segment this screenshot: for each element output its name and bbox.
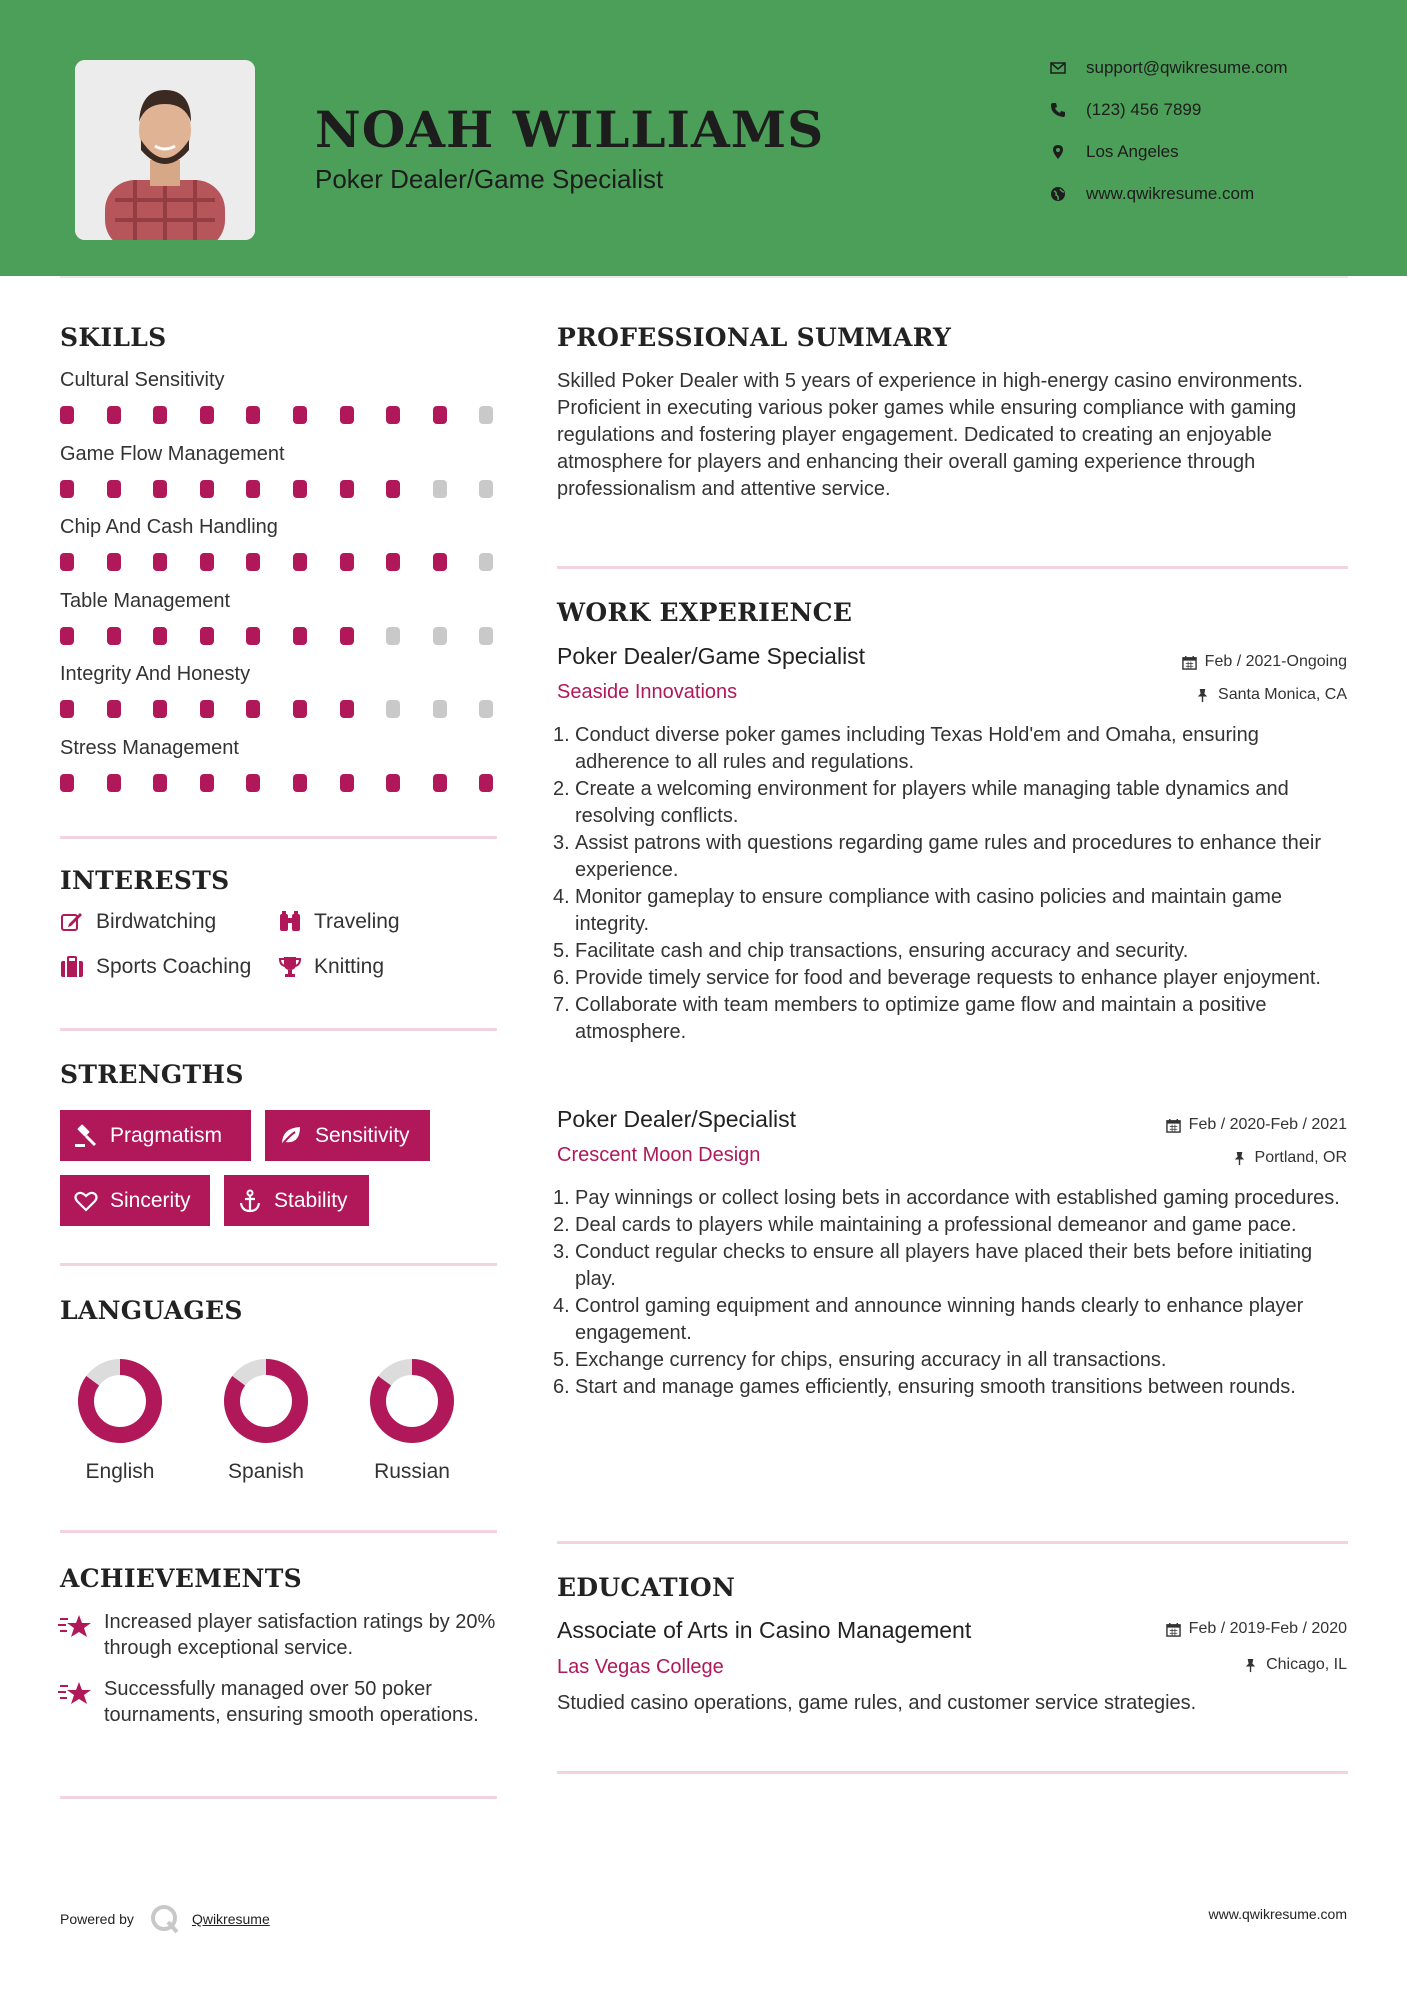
trophy-icon (278, 955, 302, 979)
skill-rating (60, 627, 500, 647)
qwikresume-logo-icon (148, 1902, 182, 1936)
rating-dot-filled (340, 406, 354, 424)
interest-birdwatching (60, 910, 216, 934)
rating-dot-filled (293, 480, 307, 498)
skill-rating (60, 406, 500, 426)
summary-title: PROFESSIONAL SUMMARY (557, 323, 952, 352)
languages-divider (60, 1530, 497, 1533)
calendar-icon (1166, 1118, 1181, 1133)
job-dates (1166, 1116, 1347, 1134)
rating-dot-filled (60, 627, 74, 645)
rating-dot-empty (433, 480, 447, 498)
heart-icon (74, 1189, 98, 1213)
education-title: EDUCATION (557, 1573, 736, 1602)
rating-dot-filled (200, 406, 214, 424)
interest-sports-coaching (60, 955, 251, 979)
rating-dot-filled (433, 406, 447, 424)
binoculars-icon (278, 910, 302, 934)
skill-name: Chip And Cash Handling (60, 516, 278, 539)
profile-photo (75, 60, 255, 240)
rating-dot-filled (60, 774, 74, 792)
pushpin-icon (1232, 1151, 1247, 1166)
language-gauge (75, 1356, 165, 1446)
job-title: Poker Dealer/Specialist (557, 1106, 797, 1132)
job-bullet: 5. Exchange currency for chips, ensuring accuracy in all transactions. (553, 1349, 1167, 1371)
skill-name: Cultural Sensitivity (60, 369, 225, 391)
skills-divider (60, 836, 497, 839)
rating-dot-filled (200, 627, 214, 645)
candidate-title: Poker Dealer/Game Specialist (315, 164, 664, 194)
contact-website-text: www.qwikresume.com (1086, 184, 1255, 203)
education-degree: Associate of Arts in Casino Management (557, 1617, 972, 1643)
summary-divider (557, 566, 1348, 569)
rating-dot-filled (340, 700, 354, 718)
rating-dot-filled (60, 406, 74, 424)
rating-dot-filled (293, 406, 307, 424)
rating-dot-filled (386, 774, 400, 792)
job-dates (1182, 653, 1347, 671)
rating-dot-filled (60, 700, 74, 718)
education-school: Las Vegas College (557, 1656, 724, 1678)
rating-dot-filled (153, 406, 167, 424)
rating-dot-empty (386, 700, 400, 718)
job-bullet: 6. Start and manage games efficiently, ensuring smooth transitions between rounds. (553, 1376, 1296, 1398)
powered-by-label: Powered by (60, 1911, 134, 1927)
skill-name: Game Flow Management (60, 442, 285, 465)
job-company: Seaside Innovations (557, 681, 738, 703)
brand-link[interactable]: Qwikresume (191, 1911, 270, 1927)
job-dates-text: Feb / 2020-Feb / 2021 (1188, 1116, 1347, 1133)
rating-dot-empty (386, 627, 400, 645)
strength-badge-sensitivity (265, 1110, 430, 1161)
rating-dot-filled (293, 700, 307, 718)
rating-dot-empty (479, 627, 493, 645)
contact-email-text: support@qwikresume.com (1086, 58, 1288, 77)
interest-label: Traveling (314, 910, 400, 933)
skill-name: Integrity And Honesty (60, 663, 251, 686)
rating-dot-filled (200, 480, 214, 498)
skill-name: Table Management (60, 589, 231, 612)
rating-dot-filled (200, 700, 214, 718)
rating-dot-filled (293, 774, 307, 792)
interest-label: Birdwatching (96, 910, 217, 933)
candidate-name: NOAH WILLIAMS (315, 100, 825, 159)
contact-phone (1050, 100, 1201, 120)
rating-dot-filled (433, 774, 447, 792)
strength-badge-pragmatism (60, 1110, 251, 1161)
skill-rating (60, 480, 500, 500)
gavel-icon (74, 1124, 98, 1148)
strengths-title: STRENGTHS (60, 1060, 244, 1089)
interest-label: Knitting (314, 955, 385, 978)
job-company: Crescent Moon Design (557, 1144, 761, 1166)
interest-label: Sports Coaching (96, 955, 252, 978)
rating-dot-filled (246, 553, 260, 571)
job-bullet: 5. Facilitate cash and chip transactions, ensuring accuracy and security. (553, 940, 1189, 962)
contact-phone-text: (123) 456 7899 (1086, 100, 1202, 119)
header-banner (0, 0, 1407, 276)
rating-dot-filled (107, 553, 121, 571)
rating-dot-filled (246, 627, 260, 645)
pushpin-icon (1195, 688, 1210, 703)
job-bullet: 4. Monitor gameplay to ensure compliance with casino policies and maintain game integrity. (553, 886, 1283, 935)
education-description: Studied casino operations, game rules, and customer service strategies. (557, 1692, 1197, 1714)
job-title: Poker Dealer/Game Specialist (557, 643, 866, 669)
rating-dot-filled (246, 406, 260, 424)
calendar-icon (1182, 655, 1197, 670)
edit-icon (60, 910, 84, 934)
contact-location-text: Los Angeles (1086, 142, 1179, 161)
rating-dot-filled (107, 774, 121, 792)
rating-dot-empty (433, 627, 447, 645)
rating-dot-filled (153, 774, 167, 792)
skills-title: SKILLS (60, 323, 167, 352)
language-gauge (221, 1356, 311, 1446)
strength-label: Sincerity (110, 1188, 191, 1212)
rating-dot-empty (479, 406, 493, 424)
globe-icon (1050, 186, 1066, 202)
rating-dot-filled (293, 627, 307, 645)
contact-email[interactable] (1050, 58, 1288, 78)
achievements-title: ACHIEVEMENTS (60, 1564, 302, 1593)
language-gauge (367, 1356, 457, 1446)
rating-dot-filled (340, 480, 354, 498)
rating-dot-filled (246, 480, 260, 498)
language-label: English (85, 1460, 155, 1483)
strength-label: Stability (274, 1188, 348, 1212)
job-bullet: 3. Assist patrons with questions regarding game rules and procedures to enhance their experience. (553, 832, 1321, 881)
experience-title: WORK EXPERIENCE (557, 598, 853, 627)
summary-text: Skilled Poker Dealer with 5 years of experience in high-energy casino environments. Proficient in executing various poker games while ensuring compliance with gaming regulations and fostering player engagement. Dedicated to creating an enjoyable atmosphere for players and enhancing their overall gaming experience through professionalism and attentive service. (557, 370, 1303, 500)
language-label: Spanish (228, 1460, 304, 1483)
job-location (1195, 686, 1347, 704)
rating-dot-filled (153, 700, 167, 718)
job-location-text: Portland, OR (1254, 1149, 1347, 1166)
strength-label: Pragmatism (110, 1123, 223, 1147)
skill-rating (60, 774, 500, 794)
strengths-divider (60, 1263, 497, 1266)
skill-rating (60, 700, 500, 720)
rating-dot-filled (200, 553, 214, 571)
interest-traveling (278, 910, 400, 934)
contact-location (1050, 142, 1179, 162)
rating-dot-filled (293, 553, 307, 571)
rating-dot-empty (479, 480, 493, 498)
rating-dot-empty (479, 700, 493, 718)
rating-dot-filled (153, 553, 167, 571)
achievement-item: Successfully managed over 50 poker tournaments, ensuring smooth operations. (104, 1678, 479, 1726)
job-bullet: 6. Provide timely service for food and beverage requests to enhance player enjoyment. (553, 967, 1321, 989)
job-bullet: 7. Collaborate with team members to optimize game flow and maintain a positive atmosphere. (553, 994, 1267, 1043)
rating-dot-filled (340, 774, 354, 792)
map-marker-icon (1050, 144, 1066, 160)
education-dates-text: Feb / 2019-Feb / 2020 (1188, 1620, 1347, 1637)
calendar-icon (1166, 1622, 1181, 1637)
education-location (1243, 1656, 1347, 1674)
strength-badge-stability (224, 1175, 369, 1226)
skill-name: Stress Management (60, 737, 239, 759)
rating-dot-filled (200, 774, 214, 792)
star-icon (58, 1680, 92, 1708)
rating-dot-filled (60, 553, 74, 571)
rating-dot-filled (60, 480, 74, 498)
rating-dot-filled (340, 553, 354, 571)
pushpin-icon (1243, 1658, 1258, 1673)
rating-dot-filled (107, 480, 121, 498)
interests-divider (60, 1028, 497, 1031)
skill-rating (60, 553, 500, 573)
interest-knitting (278, 955, 384, 979)
rating-dot-empty (433, 700, 447, 718)
achievements-divider (60, 1796, 497, 1799)
anchor-icon (238, 1189, 262, 1213)
rating-dot-filled (386, 406, 400, 424)
rating-dot-filled (153, 627, 167, 645)
job-dates-text: Feb / 2021-Ongoing (1204, 653, 1347, 670)
education-dates (1166, 1620, 1347, 1638)
rating-dot-filled (107, 700, 121, 718)
strength-label: Sensitivity (315, 1123, 410, 1147)
language-label: Russian (374, 1460, 450, 1483)
leaf-icon (279, 1124, 303, 1148)
job-bullet: 2. Deal cards to players while maintaining a professional demeanor and game pace. (553, 1214, 1297, 1236)
phone-icon (1050, 102, 1066, 118)
rating-dot-empty (479, 553, 493, 571)
rating-dot-filled (107, 627, 121, 645)
education-divider (557, 1771, 1348, 1774)
job-bullets (553, 1185, 1347, 1401)
job-bullet: 2. Create a welcoming environment for players while managing table dynamics and resolving conflicts. (553, 778, 1289, 827)
rating-dot-filled (246, 700, 260, 718)
header-divider (60, 276, 1348, 278)
job-bullet: 4. Control gaming equipment and announce winning hands clearly to enhance player engagement. (553, 1295, 1304, 1344)
job-location (1232, 1149, 1347, 1167)
achievement-item: Increased player satisfaction ratings by 20% through exceptional service. (104, 1611, 496, 1659)
star-icon (58, 1613, 92, 1641)
footer-website[interactable]: www.qwikresume.com (1208, 1906, 1347, 1922)
rating-dot-filled (386, 480, 400, 498)
strength-badge-sincerity (60, 1175, 210, 1226)
job-bullet: 3. Conduct regular checks to ensure all players have placed their bets before initiating play. (553, 1241, 1313, 1290)
rating-dot-filled (433, 553, 447, 571)
job-location-text: Santa Monica, CA (1218, 686, 1347, 703)
contact-website[interactable] (1050, 184, 1254, 204)
interests-title: INTERESTS (60, 866, 230, 895)
rating-dot-filled (107, 406, 121, 424)
experience-divider (557, 1541, 1348, 1544)
job-bullet: 1. Conduct diverse poker games including Texas Hold'em and Omaha, ensuring adherence to all rules and regulations. (553, 724, 1259, 773)
rating-dot-filled (153, 480, 167, 498)
footer-powered-by (60, 1902, 270, 1936)
rating-dot-filled (479, 774, 493, 792)
job-bullets (553, 722, 1347, 1046)
rating-dot-filled (340, 627, 354, 645)
envelope-icon (1050, 60, 1066, 76)
job-bullet: 1. Pay winnings or collect losing bets in accordance with established gaming procedures. (553, 1187, 1340, 1209)
languages-title: LANGUAGES (60, 1296, 243, 1325)
briefcase-icon (60, 955, 84, 979)
rating-dot-filled (386, 553, 400, 571)
education-location-text: Chicago, IL (1266, 1656, 1347, 1673)
rating-dot-filled (246, 774, 260, 792)
